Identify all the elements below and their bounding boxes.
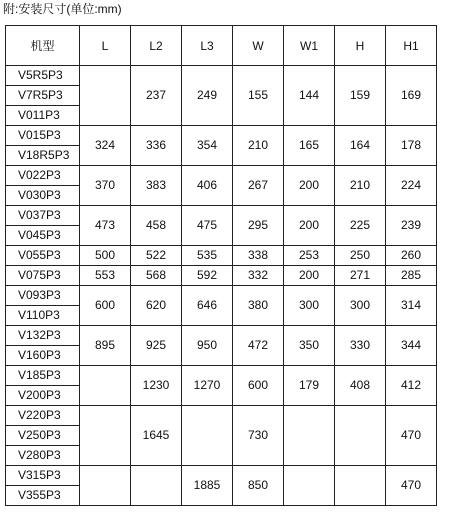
- table-row: [6, 266, 437, 286]
- dim-l2-cell: 925: [131, 326, 182, 366]
- dim-w-cell: 600: [233, 366, 284, 406]
- dim-l3-cell: 354: [182, 126, 233, 166]
- model-cell: V355P3: [6, 486, 80, 506]
- dim-l3-cell: 950: [182, 326, 233, 366]
- header-l2: L2: [131, 26, 182, 66]
- model-cell: V250P3: [6, 426, 80, 446]
- dim-l-cell: [80, 66, 131, 126]
- header-l3: L3: [182, 26, 233, 66]
- model-cell: V075P3: [6, 266, 80, 286]
- dim-h1-cell: 260: [386, 246, 437, 266]
- dim-w1-cell: 300: [284, 286, 335, 326]
- dim-l3-cell: 406: [182, 166, 233, 206]
- dim-w-cell: 472: [233, 326, 284, 366]
- dim-w1-cell: 350: [284, 326, 335, 366]
- dim-h1-cell: 239: [386, 206, 437, 246]
- dim-w-cell: 155: [233, 66, 284, 126]
- dim-h1-cell: 169: [386, 66, 437, 126]
- model-cell: V200P3: [6, 386, 80, 406]
- dim-h1-cell: 178: [386, 126, 437, 166]
- header-l: L: [80, 26, 131, 66]
- table-caption: 附:安装尺寸(单位:mm): [3, 2, 122, 16]
- model-cell: V110P3: [6, 306, 80, 326]
- dim-l3-cell: [182, 406, 233, 466]
- dim-h1-cell: 314: [386, 286, 437, 326]
- dim-w1-cell: 200: [284, 166, 335, 206]
- model-cell: V055P3: [6, 246, 80, 266]
- dim-w-cell: 850: [233, 466, 284, 506]
- header-h1: H1: [386, 26, 437, 66]
- dim-l3-cell: 535: [182, 246, 233, 266]
- model-cell: V160P3: [6, 346, 80, 366]
- header-row: [6, 26, 437, 66]
- model-cell: V045P3: [6, 226, 80, 246]
- table-row: [6, 406, 437, 426]
- dim-h1-cell: 224: [386, 166, 437, 206]
- dim-h-cell: 250: [335, 246, 386, 266]
- model-cell: V185P3: [6, 366, 80, 386]
- dim-l2-cell: 336: [131, 126, 182, 166]
- dim-w-cell: 295: [233, 206, 284, 246]
- dimension-table: [5, 25, 437, 506]
- dim-l3-cell: 1885: [182, 466, 233, 506]
- dim-w1-cell: [284, 406, 335, 466]
- dim-l-cell: 600: [80, 286, 131, 326]
- dim-w-cell: 338: [233, 246, 284, 266]
- model-cell: V280P3: [6, 446, 80, 466]
- dim-l2-cell: 237: [131, 66, 182, 126]
- dim-l3-cell: 646: [182, 286, 233, 326]
- dim-w1-cell: 200: [284, 206, 335, 246]
- dim-l2-cell: 1645: [131, 406, 182, 466]
- dim-l2-cell: 620: [131, 286, 182, 326]
- table-row: [6, 466, 437, 486]
- dim-l-cell: 370: [80, 166, 131, 206]
- table-row: [6, 246, 437, 266]
- table-row: [6, 166, 437, 186]
- header-w: W: [233, 26, 284, 66]
- dim-w-cell: 210: [233, 126, 284, 166]
- dim-h-cell: [335, 406, 386, 466]
- dim-l-cell: [80, 466, 131, 506]
- dim-w1-cell: 253: [284, 246, 335, 266]
- dim-l-cell: [80, 406, 131, 466]
- model-cell: V030P3: [6, 186, 80, 206]
- dim-l2-cell: 383: [131, 166, 182, 206]
- dim-w1-cell: [284, 466, 335, 506]
- dim-l3-cell: 1270: [182, 366, 233, 406]
- header-model: 机型: [6, 26, 80, 66]
- dim-l2-cell: [131, 466, 182, 506]
- dim-w-cell: 267: [233, 166, 284, 206]
- dim-l3-cell: 475: [182, 206, 233, 246]
- dim-l2-cell: 458: [131, 206, 182, 246]
- table-row: [6, 206, 437, 226]
- dim-l2-cell: 568: [131, 266, 182, 286]
- dim-l-cell: 473: [80, 206, 131, 246]
- dim-h-cell: 164: [335, 126, 386, 166]
- model-cell: V5R5P3: [6, 66, 80, 86]
- model-cell: V015P3: [6, 126, 80, 146]
- dim-l2-cell: 1230: [131, 366, 182, 406]
- dim-w-cell: 730: [233, 406, 284, 466]
- dim-w1-cell: 200: [284, 266, 335, 286]
- dim-h1-cell: 412: [386, 366, 437, 406]
- dim-l-cell: [80, 366, 131, 406]
- dim-h-cell: 300: [335, 286, 386, 326]
- dim-h1-cell: 470: [386, 406, 437, 466]
- dim-h-cell: 330: [335, 326, 386, 366]
- dim-w1-cell: 165: [284, 126, 335, 166]
- model-cell: V7R5P3: [6, 86, 80, 106]
- dim-l2-cell: 522: [131, 246, 182, 266]
- dim-l-cell: 324: [80, 126, 131, 166]
- dim-w-cell: 332: [233, 266, 284, 286]
- dim-w1-cell: 179: [284, 366, 335, 406]
- dim-h-cell: 408: [335, 366, 386, 406]
- dim-l3-cell: 592: [182, 266, 233, 286]
- model-cell: V037P3: [6, 206, 80, 226]
- dim-h-cell: 271: [335, 266, 386, 286]
- dim-h-cell: [335, 466, 386, 506]
- table-row: [6, 286, 437, 306]
- table-row: [6, 326, 437, 346]
- model-cell: V220P3: [6, 406, 80, 426]
- dim-l3-cell: 249: [182, 66, 233, 126]
- dim-h-cell: 225: [335, 206, 386, 246]
- header-w1: W1: [284, 26, 335, 66]
- table-row: [6, 126, 437, 146]
- dim-h-cell: 210: [335, 166, 386, 206]
- table-body: [6, 66, 437, 506]
- model-cell: V093P3: [6, 286, 80, 306]
- dim-l-cell: 895: [80, 326, 131, 366]
- dim-h1-cell: 285: [386, 266, 437, 286]
- dim-l-cell: 553: [80, 266, 131, 286]
- dim-h1-cell: 344: [386, 326, 437, 366]
- table-row: [6, 66, 437, 86]
- header-h: H: [335, 26, 386, 66]
- dim-l-cell: 500: [80, 246, 131, 266]
- model-cell: V022P3: [6, 166, 80, 186]
- dim-h1-cell: 470: [386, 466, 437, 506]
- dim-h-cell: 159: [335, 66, 386, 126]
- model-cell: V011P3: [6, 106, 80, 126]
- dim-w1-cell: 144: [284, 66, 335, 126]
- model-cell: V315P3: [6, 466, 80, 486]
- table-row: [6, 366, 437, 386]
- dim-w-cell: 380: [233, 286, 284, 326]
- model-cell: V132P3: [6, 326, 80, 346]
- model-cell: V18R5P3: [6, 146, 80, 166]
